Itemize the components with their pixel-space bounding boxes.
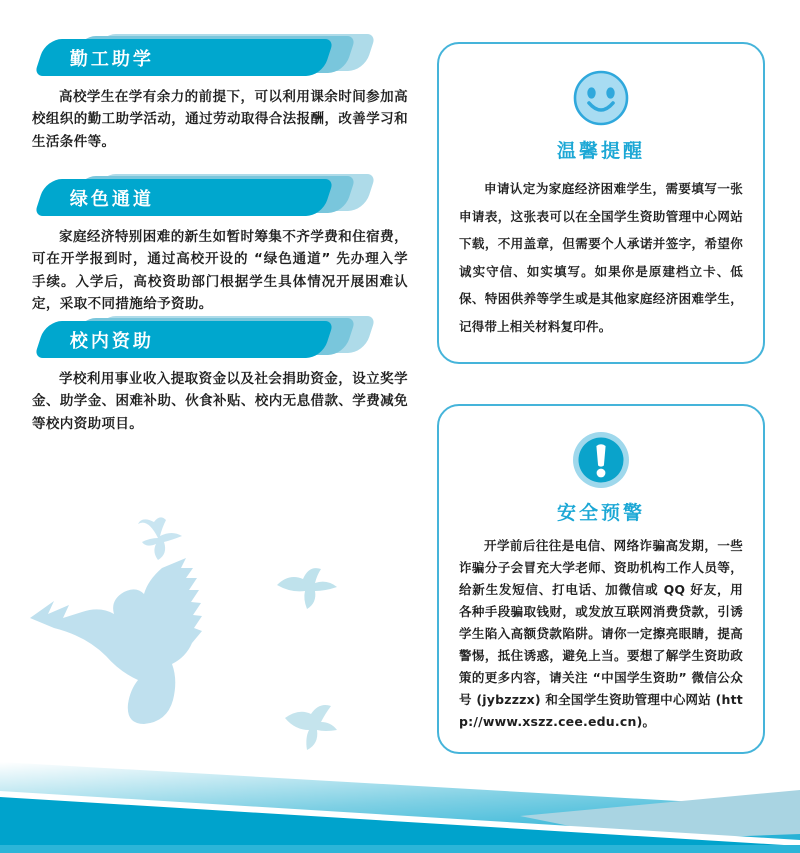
section-banner (32, 316, 372, 360)
bottom-wave-decoration (0, 750, 800, 853)
section-work-study (32, 34, 408, 153)
callout-title: 安全预警 (556, 502, 645, 524)
section-title: 勤工助学 (70, 48, 154, 70)
smiley-icon (571, 68, 631, 128)
bird-icon (275, 563, 339, 613)
bird-icon (134, 512, 186, 562)
callout-title: 温馨提醒 (556, 140, 645, 162)
section-body-text: 学校利用事业收入提取资金以及社会捐助资金，设立奖学金、助学金、困难补助、伙食补贴、校内无息借款、学费减免等校内资助项目。 (32, 371, 408, 432)
alert-icon (571, 430, 631, 490)
section-campus-aid (32, 316, 408, 435)
section-green-channel (32, 174, 408, 316)
banner-main-layer (34, 179, 334, 216)
section-banner (32, 174, 372, 218)
section-banner (32, 34, 372, 78)
section-title: 绿色通道 (70, 188, 154, 210)
reminder-card (437, 42, 765, 364)
banner-main-layer (34, 39, 334, 76)
dove-icon (26, 556, 258, 728)
bird-icon (281, 700, 339, 752)
safety-warning-card (437, 404, 765, 754)
callout-body-text: 开学前后往往是电信、网络诈骗高发期，一些诈骗分子会冒充大学老师、资助机构工作人员等，给新生发短信、打电话、加微信或 QQ 好友，用各种手段骗取钱财，或发放互联网消费贷款，引诱学生陷入高额贷款陷阱。请你一定擦亮眼睛，提高警惕，抵住诱惑，避免上当。要想了解学生资助政策的更多内容，请关注 “中国学生资助” 微信公众号 (jybzzzx) 和全国学生资助管理中心网站 (http://www.xszz.cee.edu.cn)。 (459, 538, 743, 729)
section-title: 校内资助 (70, 330, 154, 352)
callout-body-text: 申请认定为家庭经济困难学生，需要填写一张申请表，这张表可以在全国学生资助管理中心网站下载，不用盖章，但需要个人承诺并签字，希望你诚实守信、如实填写。如果你是原建档立卡、低保、特困供养等学生或是其他家庭经济困难学生，记得带上相关材料复印件。 (459, 181, 743, 334)
section-body-text: 家庭经济特别困难的新生如暂时筹集不齐学费和住宿费，可在开学报到时，通过高校开设的 “绿色通道” 先办理入学手续。入学后，高校资助部门根据学生具体情况开展困难认定，采取不同措施给予资助。 (32, 229, 408, 313)
banner-main-layer (34, 321, 334, 358)
section-body-text: 高校学生在学有余力的前提下，可以利用课余时间参加高校组织的勤工助学活动，通过劳动取得合法报酬，改善学习和生活条件等。 (32, 89, 408, 150)
